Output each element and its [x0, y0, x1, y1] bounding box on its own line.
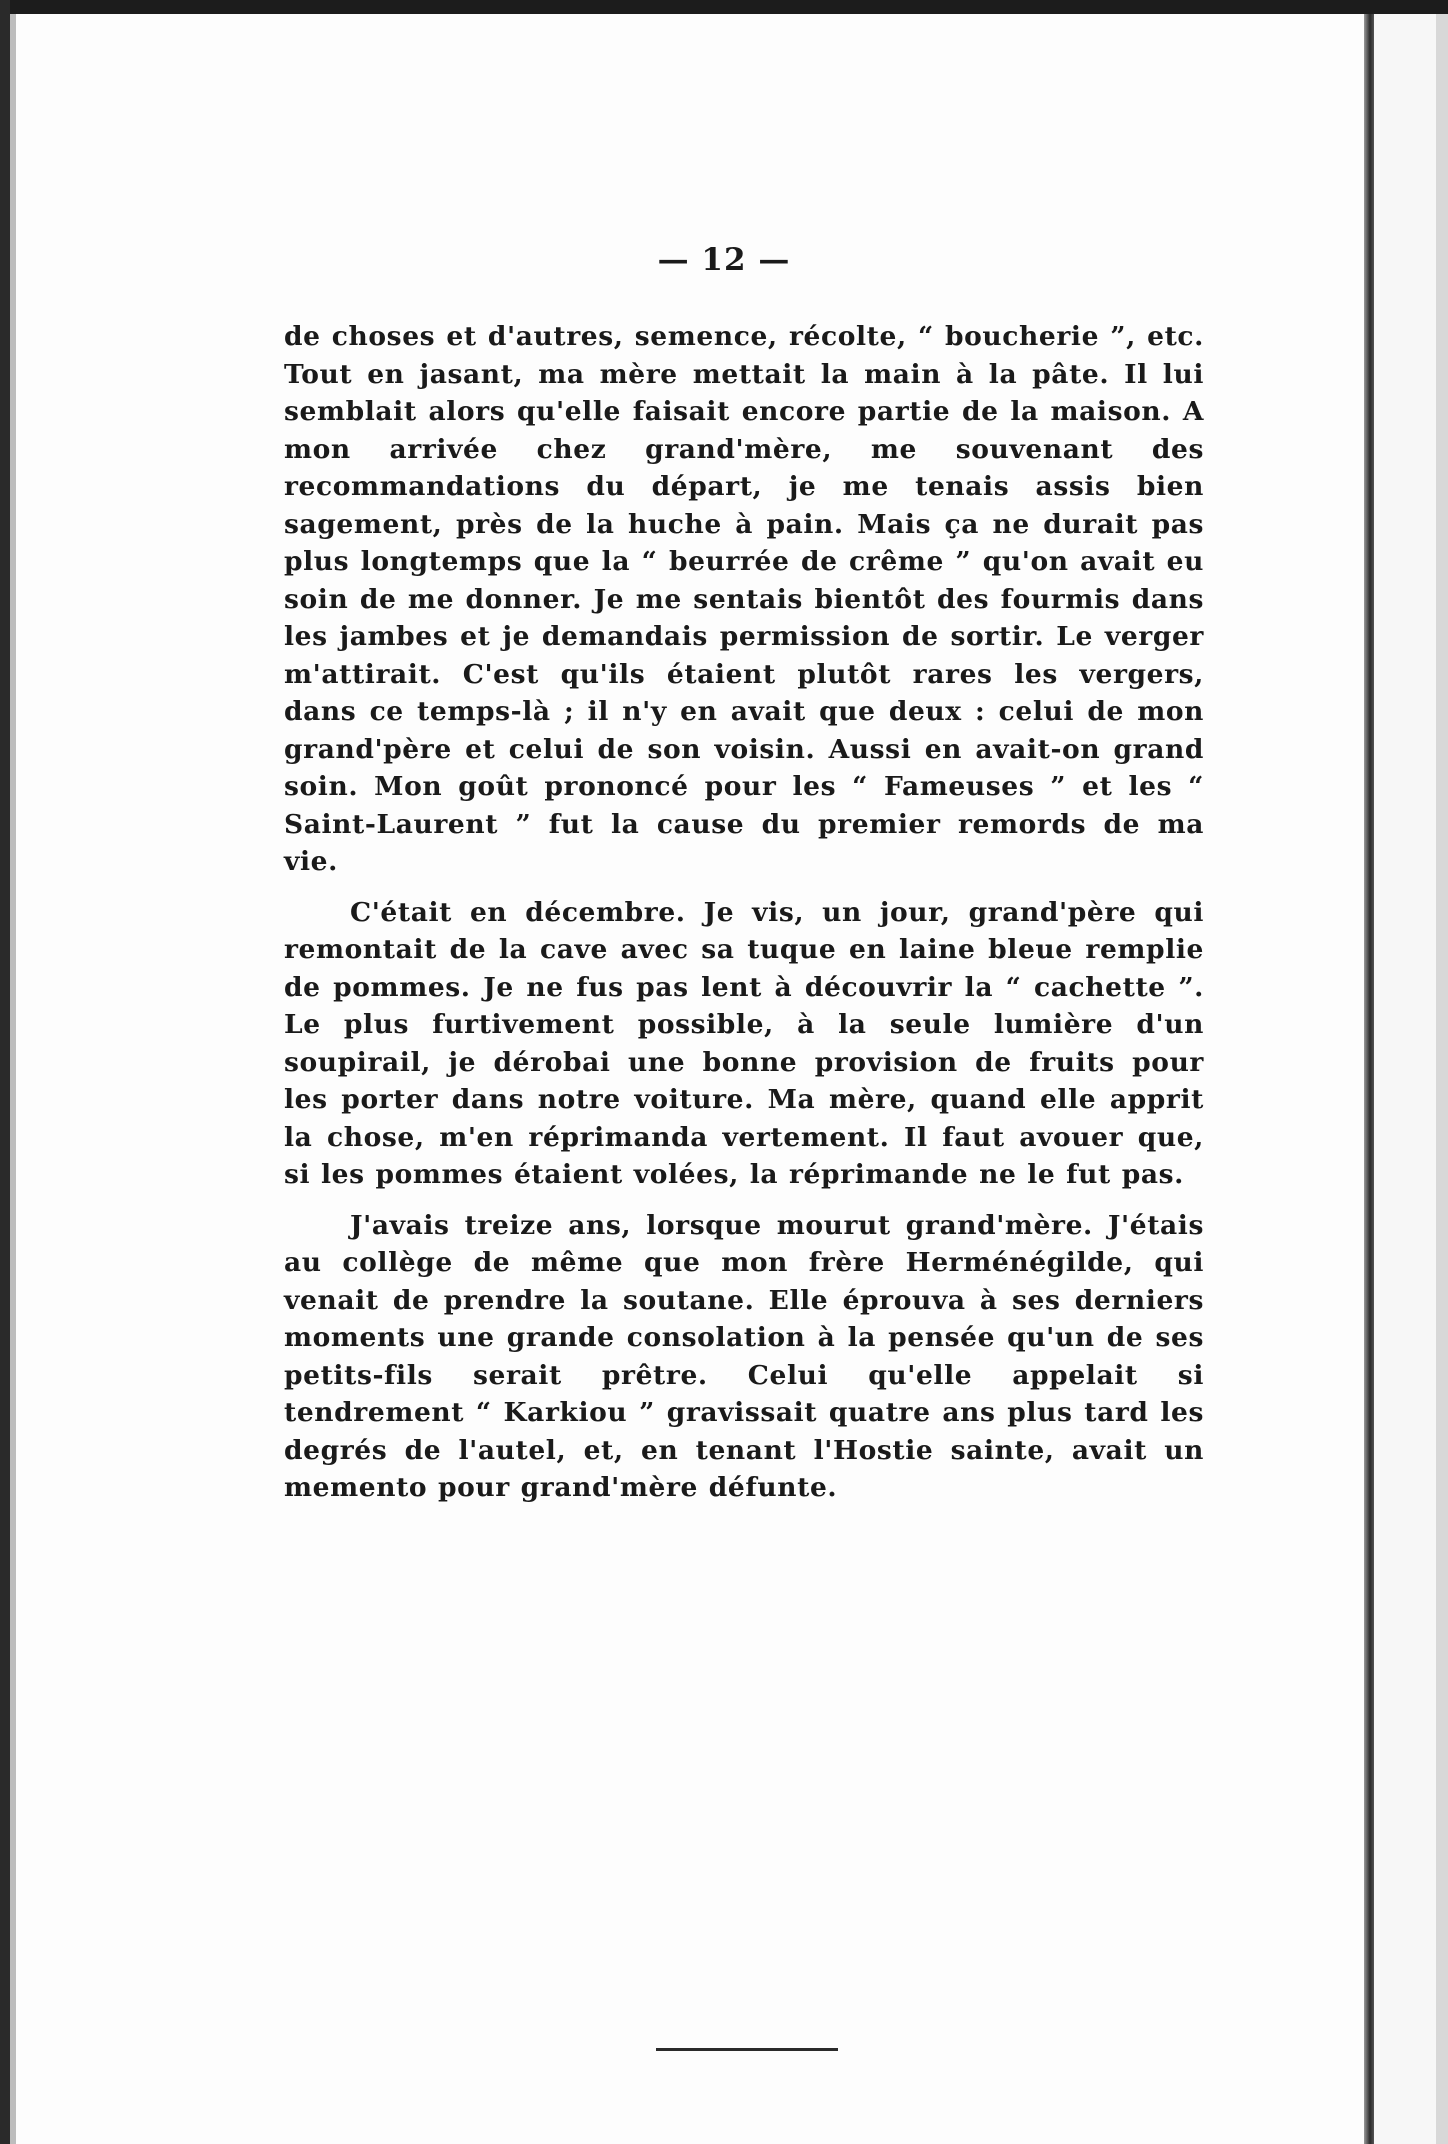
adjacent-page-edge: [1436, 14, 1448, 2144]
paragraph-3: J'avais treize ans, lorsque mourut grand'mère. J'étais au collège de même que mon frère Herménégilde, qui venait de prendre la soutane. Elle éprouva à ses derniers moments une grande consolation à la pensée qu'un de ses petits-fils serait prêtre. Celui qu'elle appelait si tendrement “ Karkiou ” gravissait quatre ans plus tard les degrés de l'autel, et, en tenant l'Hostie sainte, avait un memento pour grand'mère défunte.: [284, 1209, 1204, 1503]
paragraph-1: de choses et d'autres, semence, récolte, “ boucherie ”, etc. Tout en jasant, ma mère mettait la main à la pâte. Il lui semblait alors qu'elle faisait encore partie de la maison. A mon arrivée chez grand'mère, me souvenant des recommandations du départ, je me tenais assis bien sagement, près de la huche à pain. Mais ça ne durait pas plus longtemps que la “ beurrée de crême ” qu'on avait eu soin de me donner. Je me sentais bientôt des fourmis dans les jambes et je demandais permission de sortir. Le verger m'attirait. C'est qu'ils étaient plutôt rares les vergers, dans ce temps-là ; il n'y en avait que deux : celui de mon grand'père et celui de son voisin. Aussi en avait-on grand soin. Mon goût prononcé pour les “ Fameuses ” et les “ Saint-Laurent ” fut la cause du premier remords de ma vie.: [284, 321, 1204, 877]
body-text: [284, 318, 1204, 1520]
page-number: — 12 —: [657, 242, 791, 278]
page-gutter-fold: [1364, 14, 1374, 2144]
section-end-rule: [656, 2048, 838, 2051]
scan-top-edge: [0, 0, 1448, 14]
scan-left-edge: [0, 0, 10, 2144]
paragraph-2: C'était en décembre. Je vis, un jour, grand'père qui remontait de la cave avec sa tuque en laine bleue remplie de pommes. Je ne fus pas lent à découvrir la “ cachette ”. Le plus furtivement possible, à la seule lumière d'un soupirail, je dérobai une bonne provision de fruits pour les porter dans notre voiture. Ma mère, quand elle apprit la chose, m'en réprimanda vertement. Il faut avouer que, si les pommes étaient volées, la réprimande ne le fut pas.: [284, 896, 1204, 1190]
scan-left-shadow: [10, 14, 16, 2144]
